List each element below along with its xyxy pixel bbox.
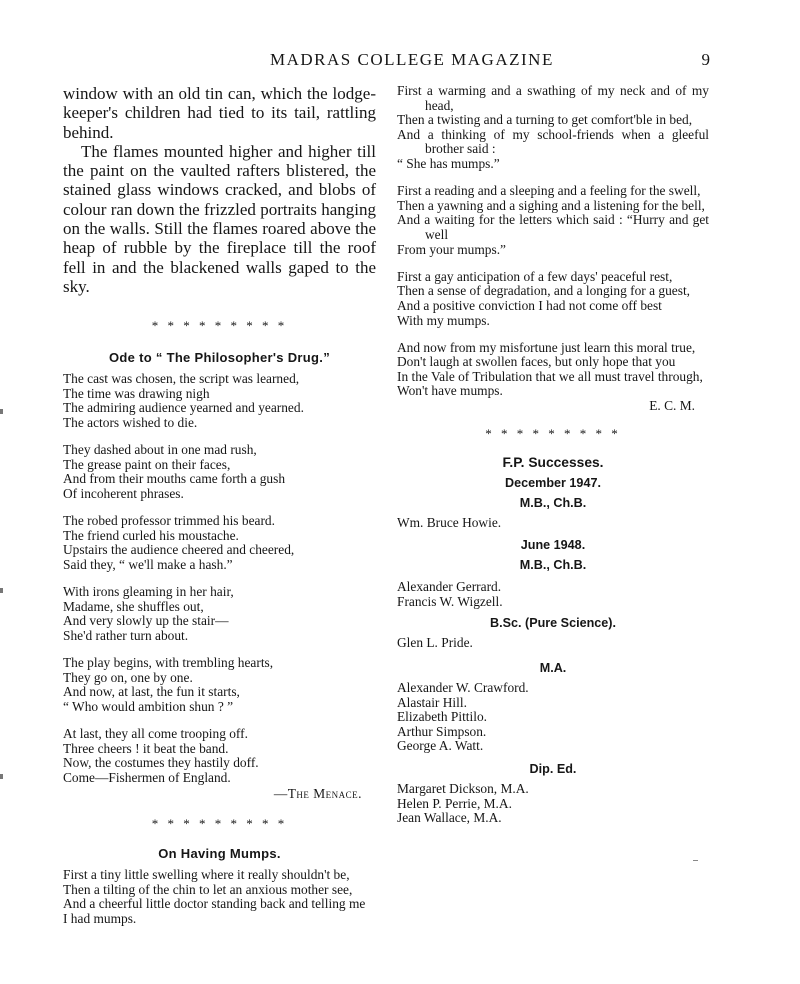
poem-stanza (63, 585, 376, 643)
poem-line: Won't have mumps. (397, 383, 503, 399)
graduate-list (397, 681, 709, 754)
poem-line: The actors wished to die. (63, 415, 198, 431)
poem-line: Don't laugh at swollen faces, but only hope that you (397, 354, 676, 370)
poem-line: And a thinking of my school-friends when a gleeful brother said : (397, 126, 709, 157)
ode-poem (63, 372, 376, 802)
poem-line: And now, at last, the fun it starts, (63, 684, 240, 700)
poem-line: The play begins, with trembling hearts, (63, 655, 274, 671)
poem-line: “ Who would ambition shun ? ” (63, 698, 234, 714)
graduate-name: Alastair Hill. (397, 694, 467, 710)
poem-line: And very slowly up the stair— (63, 613, 229, 629)
poem-line: First a gay anticipation of a few days' peaceful rest, (397, 268, 673, 284)
graduate-name: Elizabeth Pittilo. (397, 709, 488, 725)
poem-stanza (63, 443, 376, 501)
poem-line: And from their mouths came forth a gush (63, 471, 286, 487)
margin-mark (0, 588, 3, 593)
star-separator: * * * * * * * * * (151, 318, 288, 334)
poem-stanza (397, 84, 709, 172)
graduate-name: Alexander W. Crawford. (397, 680, 529, 696)
poem-line: At last, they all come trooping off. (63, 726, 248, 742)
poem-line: I had mumps. (63, 910, 137, 926)
mumps-title: On Having Mumps. (158, 846, 281, 862)
graduate-list (397, 636, 709, 651)
graduate-name: Margaret Dickson, M.A. (397, 781, 529, 796)
group-date: December 1947. (505, 475, 601, 490)
margin-mark (0, 774, 3, 779)
poem-line: Of incoherent phrases. (63, 486, 184, 502)
graduate-name: Jean Wallace, M.A. (397, 810, 502, 826)
prose-paragraph: window with an old tin can, which the lodge-keeper's children had tied to its tail, rattling behind. (63, 84, 376, 142)
poem-line: Then a tilting of the chin to let an anxious mother see, (63, 881, 353, 897)
group-degree: B.Sc. (Pure Science). (490, 616, 616, 631)
poem-signature: E. C. M. (649, 398, 695, 414)
mumps-poem-continued (397, 84, 709, 414)
poem-line: With my mumps. (397, 312, 490, 328)
group-degree: M.A. (539, 661, 567, 676)
graduate-list (397, 580, 709, 609)
poem-line: First a tiny little swelling where it really shouldn't be, (63, 867, 350, 883)
group-date: June 1948. (520, 538, 586, 553)
graduate-name: George A. Watt. (397, 738, 484, 754)
star-separator: * * * * * * * * * (151, 816, 288, 832)
poem-line: And a waiting for the letters which said : “Hurry and get well (397, 212, 709, 242)
poem-line: The robed professor trimmed his beard. (63, 513, 275, 529)
poem-line: Three cheers ! it beat the band. (63, 740, 229, 756)
graduate-name: Wm. Bruce Howie. (397, 514, 502, 530)
poem-line: The admiring audience yearned and yearned. (63, 400, 304, 416)
graduate-name: Glen L. Pride. (397, 635, 473, 651)
graduate-name: Arthur Simpson. (397, 723, 487, 739)
star-separator: * * * * * * * * * (485, 425, 621, 441)
poem-line: Then a yawning and a sighing and a listening for the bell, (397, 197, 705, 213)
group-degree: Dip. Ed. (529, 762, 577, 776)
running-header (270, 50, 710, 70)
scan-speck (693, 860, 698, 861)
margin-mark (0, 409, 3, 414)
poem-stanza (397, 270, 709, 328)
poem-attribution: —The Menace. (273, 786, 362, 802)
poem-line: Said they, “ we'll make a hash.” (63, 556, 233, 572)
poem-line: Madame, she shuffles out, (63, 598, 204, 614)
poem-line: First a warming and a swathing of my neck and of my head, (397, 83, 709, 113)
poem-line: The grease paint on their faces, (63, 456, 231, 472)
poem-line: From your mumps.” (397, 241, 506, 257)
group-degree: M.B., Ch.B. (519, 495, 587, 510)
poem-line: Upstairs the audience cheered and cheered, (63, 542, 295, 558)
poem-stanza (63, 372, 376, 430)
poem-line: The time was drawing nigh (63, 385, 210, 401)
graduate-name: Helen P. Perrie, M.A. (397, 795, 512, 811)
poem-line: They dashed about in one mad rush, (63, 442, 257, 458)
poem-stanza (63, 656, 376, 714)
poem-line: They go on, one by one. (63, 669, 193, 685)
poem-stanza (63, 514, 376, 572)
poem-line: Come—Fishermen of England. (63, 769, 231, 785)
poem-line: The friend curled his moustache. (63, 527, 239, 543)
prose-paragraph: The flames mounted higher and higher till the paint on the vaulted rafters blistered, the stained glass windows cracked, and blobs of colour ran down the frizzled portraits hanging on the walls. Still the flames roared above the heap of rubble by the fireplace till the roof fell in and the blackened walls gaped to the sky. (63, 141, 376, 296)
poem-line: And a cheerful little doctor standing back and telling me (63, 896, 366, 912)
right-column (397, 84, 709, 826)
poem-line: The cast was chosen, the script was learned, (63, 371, 300, 387)
poem-line: “ She has mumps.” (397, 155, 500, 171)
successes-title: F.P. Successes. (502, 454, 604, 470)
magazine-title: MADRAS COLLEGE MAGAZINE (270, 50, 554, 69)
group-degree: M.B., Ch.B. (519, 558, 587, 573)
poem-line: Now, the costumes they hastily doff. (63, 755, 259, 771)
poem-line: And now from my misfortune just learn this moral true, (397, 339, 696, 355)
mumps-poem-start (63, 868, 376, 926)
poem-stanza (63, 727, 376, 785)
graduate-list (397, 782, 709, 826)
graduate-name: Alexander Gerrard. (397, 579, 502, 595)
ode-title: Ode to “ The Philosopher's Drug.” (108, 350, 330, 366)
graduate-name: Francis W. Wigzell. (397, 593, 503, 609)
poem-stanza (397, 341, 709, 399)
poem-line: Then a sense of degradation, and a longing for a guest, (397, 283, 691, 299)
poem-line: Then a twisting and a turning to get comfort'ble in bed, (397, 112, 693, 128)
left-column (63, 84, 376, 926)
poem-line: With irons gleaming in her hair, (63, 584, 234, 600)
graduate-list (397, 516, 709, 531)
poem-stanza (397, 184, 709, 257)
poem-line: And a positive conviction I had not come off best (397, 297, 662, 313)
poem-line: She'd rather turn about. (63, 627, 189, 643)
poem-line: In the Vale of Tribulation that we all must travel through, (397, 368, 703, 384)
poem-line: First a reading and a sleeping and a feeling for the swell, (397, 183, 701, 199)
fire-story-ending (63, 84, 376, 296)
page-number: 9 (701, 50, 710, 69)
